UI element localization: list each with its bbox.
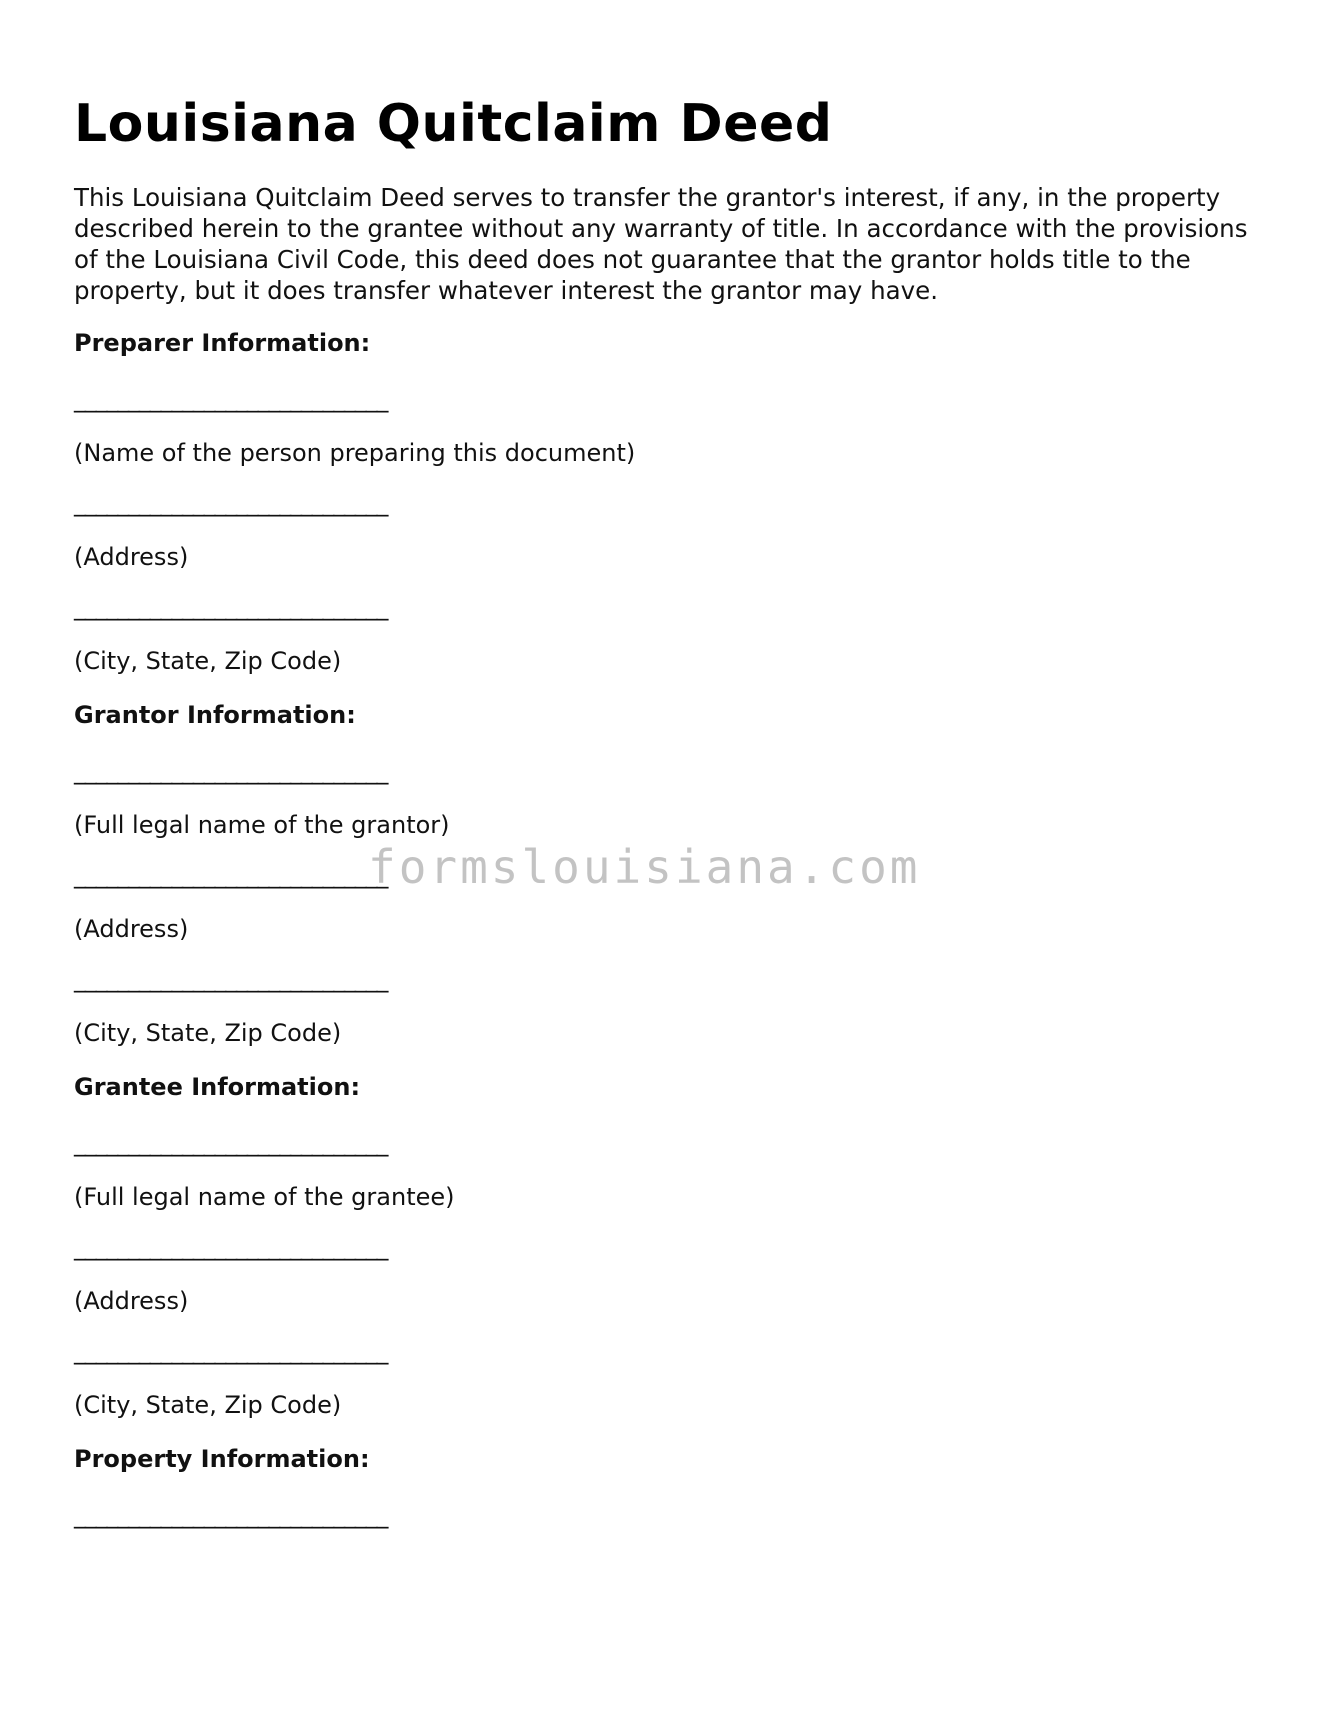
document-page <box>74 92 1264 1530</box>
preparer-city-blank[interactable]: _____________________________ <box>74 593 388 621</box>
grantor-address-caption: (Address) <box>74 915 189 943</box>
intro-paragraph: This Louisiana Quitclaim Deed serves to transfer the grantor's interest, if any, in the property described herein to the grantee without any warranty of title. In accordance with the provisions of the Louisiana Civil Code, this deed does not guarantee that the grantor holds title to the property, but it does transfer whatever interest the grantor may have. <box>74 183 1248 305</box>
grantee-city-caption: (City, State, Zip Code) <box>74 1391 342 1419</box>
grantee-address-caption: (Address) <box>74 1287 189 1315</box>
property-description-blank[interactable]: _____________________________ <box>74 1501 388 1529</box>
property-heading: Property Information: <box>74 1445 370 1473</box>
grantor-name-caption: (Full legal name of the grantor) <box>74 811 450 839</box>
grantee-city-blank[interactable]: _____________________________ <box>74 1337 388 1365</box>
grantor-address-blank[interactable]: _____________________________ <box>74 861 388 889</box>
watermark-text: formslouisiana.com <box>368 840 921 894</box>
preparer-name-blank[interactable]: _____________________________ <box>74 385 388 413</box>
grantee-name-blank[interactable]: _____________________________ <box>74 1129 388 1157</box>
preparer-heading: Preparer Information: <box>74 329 371 357</box>
grantee-heading: Grantee Information: <box>74 1073 361 1101</box>
document-title: Louisiana Quitclaim Deed <box>74 94 833 154</box>
grantor-city-blank[interactable]: _____________________________ <box>74 965 388 993</box>
preparer-address-caption: (Address) <box>74 543 189 571</box>
preparer-address-blank[interactable]: _____________________________ <box>74 489 388 517</box>
grantee-address-blank[interactable]: _____________________________ <box>74 1233 388 1261</box>
preparer-city-caption: (City, State, Zip Code) <box>74 647 342 675</box>
grantor-city-caption: (City, State, Zip Code) <box>74 1019 342 1047</box>
grantee-name-caption: (Full legal name of the grantee) <box>74 1183 455 1211</box>
preparer-name-caption: (Name of the person preparing this document) <box>74 439 636 467</box>
grantor-heading: Grantor Information: <box>74 701 356 729</box>
grantor-name-blank[interactable]: _____________________________ <box>74 757 388 785</box>
